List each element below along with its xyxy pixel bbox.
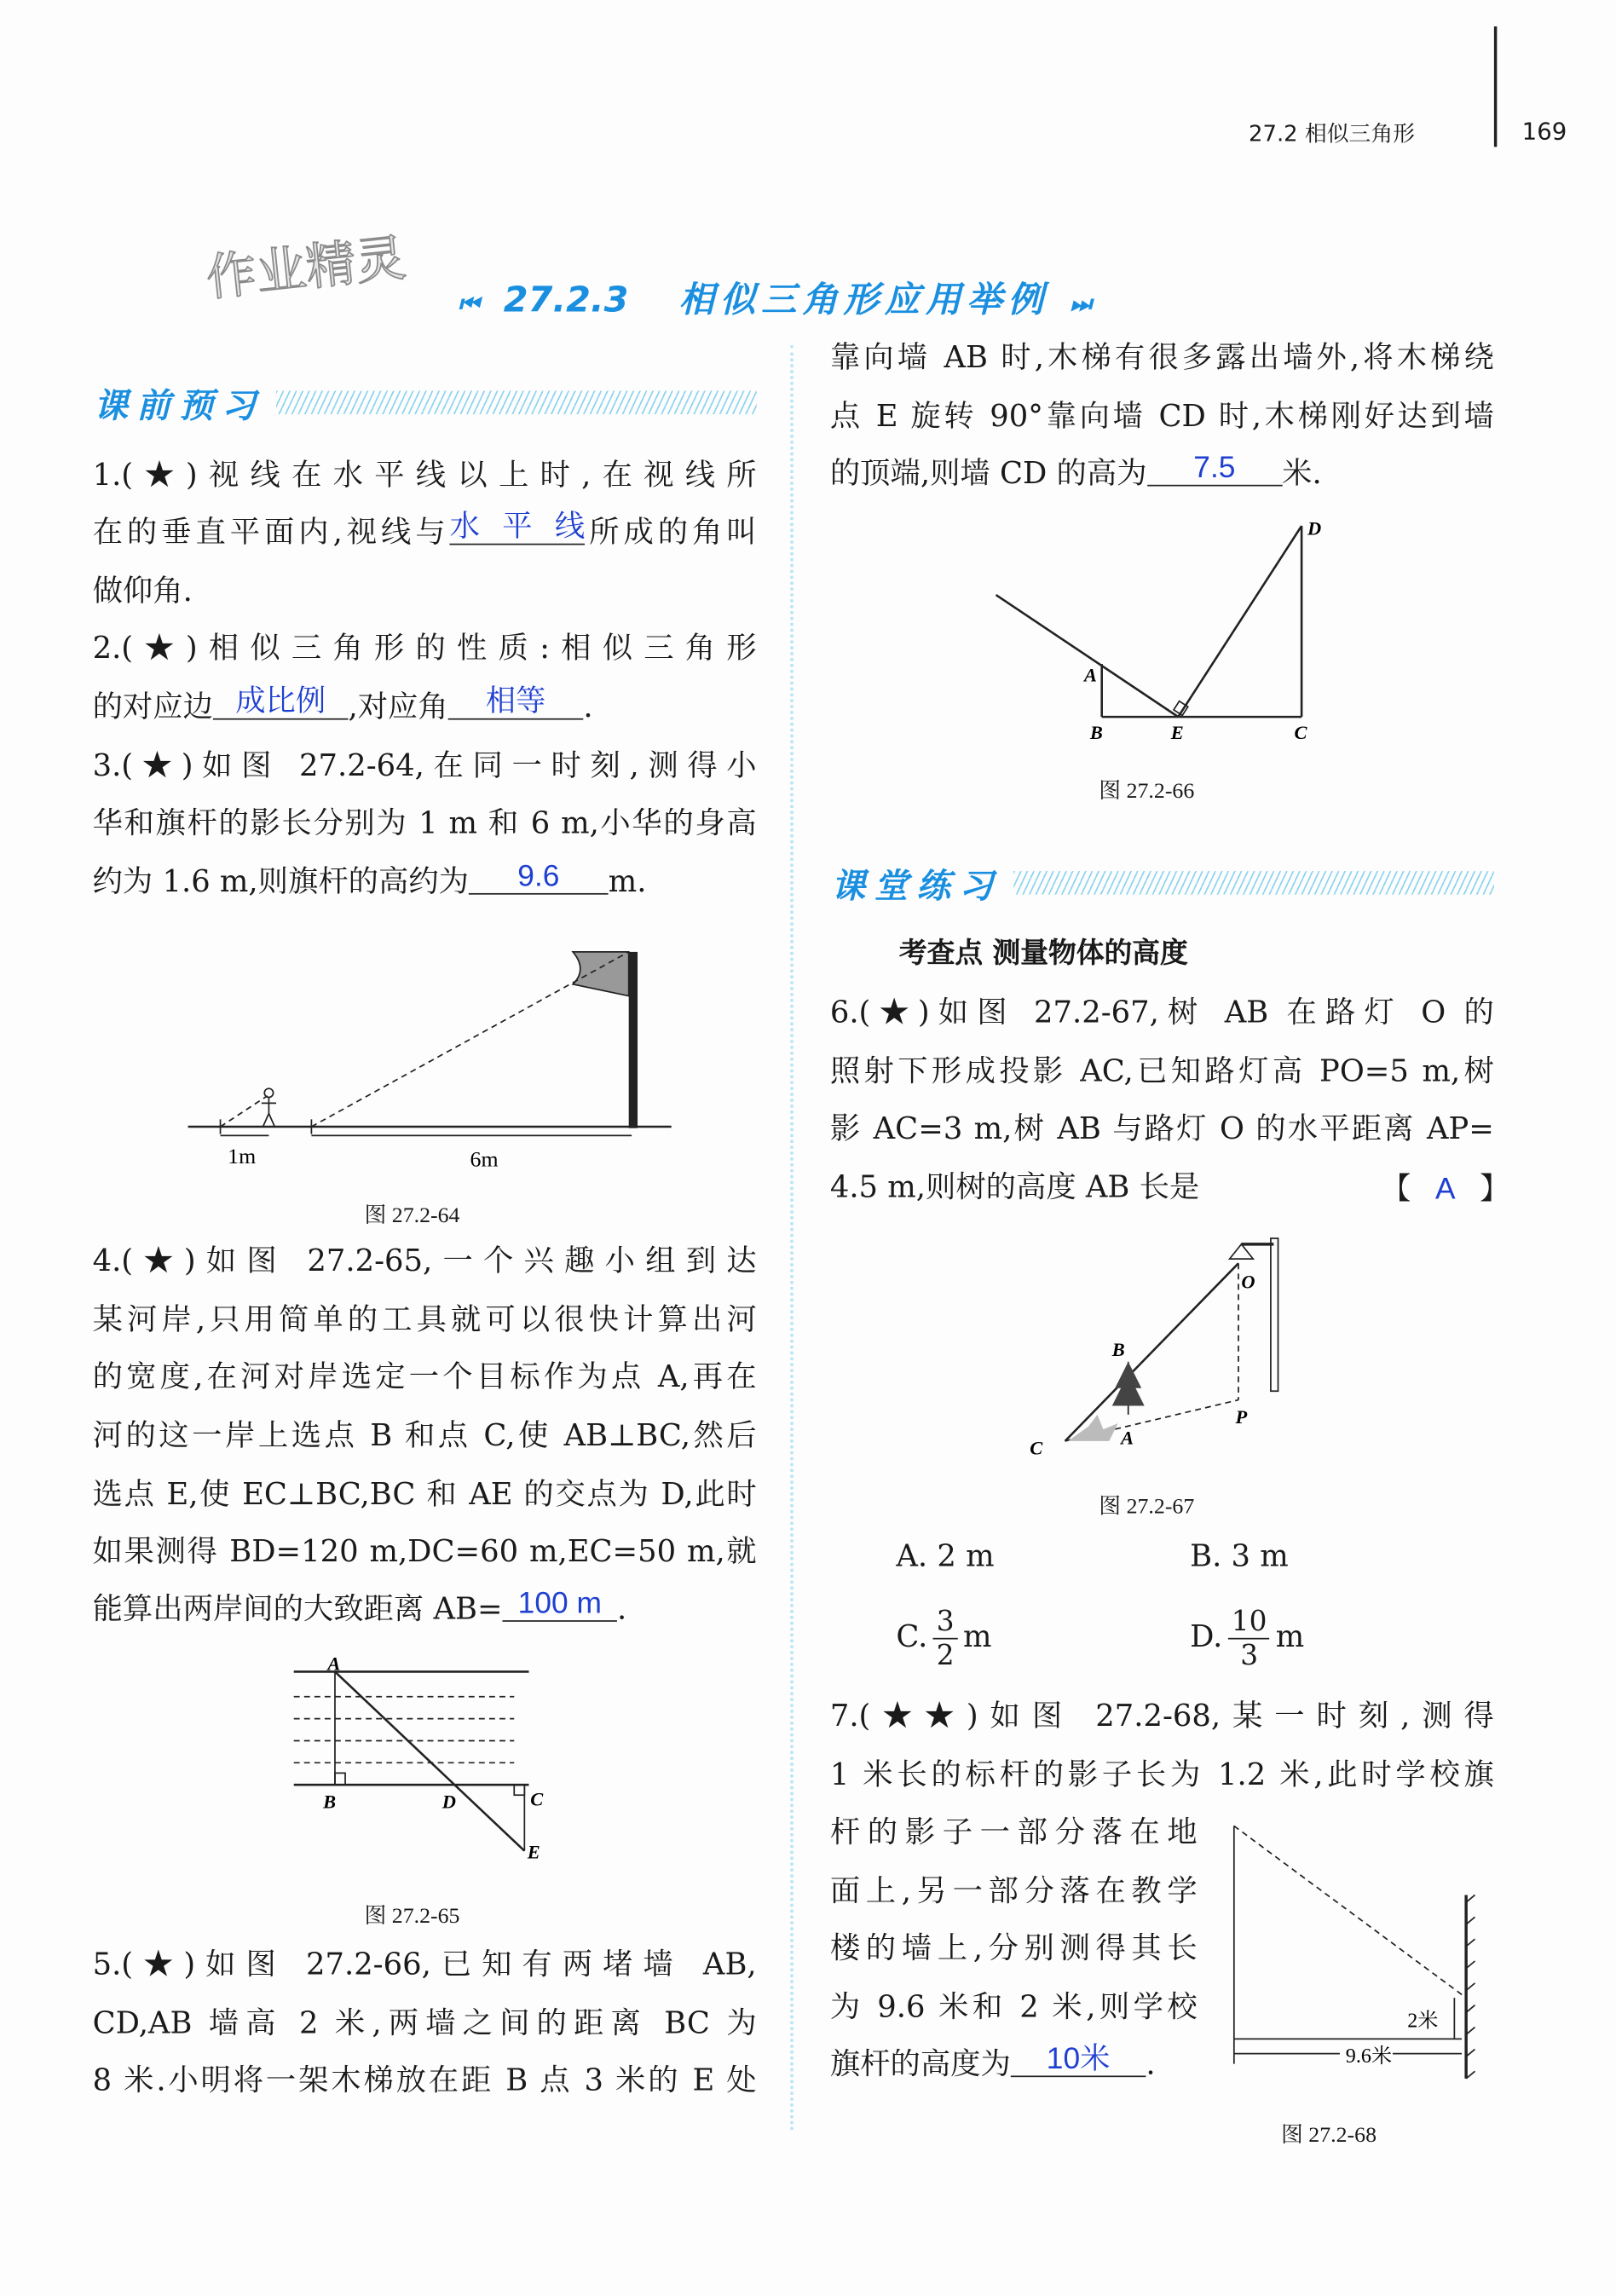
text-segment: 6.(★)如图 27.2-67,树 AB 在路灯 O 的 — [829, 994, 1494, 1030]
text-line — [93, 747, 757, 785]
text-segment: 约为 1.6 m,则旗杆的高约为 — [92, 863, 469, 899]
text-line — [93, 2061, 757, 2099]
figure-caption: 图 27.2-64 — [364, 1204, 460, 1228]
label-E: E — [1170, 721, 1184, 743]
numerator: 10 — [1228, 1606, 1270, 1640]
text-segment: 如果测得 BD=120 m,DC=60 m,EC=50 m,就 — [92, 1533, 757, 1569]
bracket-close: 】 — [1480, 1170, 1510, 1207]
label-C: C — [1294, 721, 1307, 743]
title-text: 相似三角形应用举例 — [678, 279, 1049, 320]
text-line — [93, 804, 757, 842]
text-segment: 为 9.6 米和 2 米,则学校 — [829, 1988, 1198, 2025]
column-divider — [790, 345, 793, 2130]
text-segment: 照射下形成投影 AC,已知路灯高 PO=5 m,树 — [829, 1053, 1494, 1089]
forward-icon: ⏭ — [1070, 289, 1092, 318]
label-C: C — [1030, 1437, 1043, 1459]
label-B: B — [323, 1791, 337, 1813]
watermark: 作业精灵 — [203, 228, 409, 309]
fraction — [933, 1606, 957, 1672]
text-segment: ,对应角 — [348, 689, 448, 724]
text-segment: 3.(★)如图 27.2-64,在同一时刻,测得小 — [92, 747, 757, 783]
text-segment: . — [1146, 2045, 1156, 2082]
text-segment: 某河岸,只用简单的工具就可以很快计算出河 — [92, 1301, 757, 1337]
label-B: B — [1089, 721, 1103, 743]
text-line — [93, 2004, 757, 2042]
figure-27-2-67 — [1021, 1226, 1315, 1468]
q6-answer-bracket — [1381, 1169, 1509, 1209]
text-segment: 旗杆的高度为 — [829, 2045, 1011, 2082]
text-line — [830, 1697, 1494, 1735]
text-segment: 的对应边 — [92, 689, 213, 724]
text-segment: m. — [608, 863, 647, 899]
option-c-label: C. — [896, 1618, 928, 1654]
option-c — [896, 1598, 991, 1675]
denominator: 2 — [936, 1639, 955, 1672]
text-segment: 靠向墙 AB 时,木梯有很多露出墙外,将木梯绕 — [829, 339, 1494, 375]
label-D: D — [442, 1791, 456, 1813]
figure-27-2-66 — [984, 514, 1337, 756]
option-d-label: D. — [1190, 1618, 1223, 1654]
header-divider — [1494, 26, 1497, 147]
q6-answer: A — [1435, 1172, 1456, 1207]
text-segment: CD,AB 墙高 2 米,两墙之间的距离 BC 为 — [92, 2005, 757, 2041]
answer-blank: 相等 — [448, 686, 584, 720]
numerator: 3 — [933, 1606, 957, 1640]
answer-blank: 10米 — [1011, 2044, 1146, 2078]
text-segment: 米. — [1282, 455, 1322, 491]
answer-blank: 水平线 — [449, 510, 586, 544]
text-segment: 楼的墙上,分别测得其长 — [829, 1930, 1198, 1966]
answer-blank: 成比例 — [213, 686, 349, 720]
header-section: 27.2 相似三角形 — [1249, 120, 1416, 147]
fraction — [1228, 1606, 1270, 1672]
text-line — [830, 1052, 1494, 1090]
label-P: P — [1235, 1406, 1248, 1428]
figure-27-2-64 — [176, 940, 684, 1182]
label-width: 9.6米 — [1345, 2044, 1393, 2068]
text-line — [830, 1987, 1198, 2026]
title-number: 27.2.3 — [503, 279, 629, 320]
page-number: 169 — [1521, 117, 1567, 146]
text-line — [93, 455, 757, 493]
option-a: A. 2 m — [896, 1537, 995, 1573]
label-B: B — [1111, 1338, 1125, 1360]
figure-27-2-65 — [286, 1653, 551, 1873]
text-segment: 5.(★)如图 27.2-66,已知有两堵墙 AB, — [92, 1946, 757, 1982]
text-segment: . — [617, 1590, 627, 1627]
text-segment: 的宽度,在河对岸选定一个目标作为点 A,再在 — [92, 1359, 757, 1394]
text-segment: 华和旗杆的影长分别为 1 m 和 6 m,小华的身高 — [92, 805, 757, 840]
answer-blank: 7.5 — [1147, 453, 1283, 487]
text-line — [92, 510, 757, 551]
text-line — [93, 1945, 757, 1983]
label-D: D — [1307, 517, 1322, 539]
figure-27-2-68 — [1220, 1814, 1492, 2086]
rewind-icon: ⏮ — [458, 289, 480, 318]
text-segment: 能算出两岸间的大致距离 AB= — [92, 1590, 503, 1627]
text-line — [93, 1532, 757, 1571]
text-line — [93, 1241, 757, 1279]
text-segment: 选点 E,使 EC⊥BC,BC 和 AE 的交点为 D,此时 — [92, 1476, 757, 1512]
text-segment: 2.(★)相似三角形的性质:相似三角形 — [92, 630, 757, 666]
text-segment: 1 米长的标杆的影子长为 1.2 米,此时学校旗 — [829, 1757, 1494, 1792]
text-line — [92, 1586, 757, 1628]
option-d — [1190, 1598, 1304, 1675]
denominator: 3 — [1240, 1639, 1259, 1672]
section-title — [459, 270, 1092, 321]
text-segment: 做仰角. — [92, 573, 193, 609]
practice-heading: 课堂练习 — [831, 868, 1002, 907]
option-b: B. 3 m — [1190, 1537, 1289, 1573]
label-1m: 1m — [228, 1144, 257, 1169]
label-height: 2米 — [1407, 2009, 1439, 2033]
text-line — [93, 1358, 757, 1396]
label-O: O — [1241, 1271, 1255, 1293]
text-line — [93, 629, 757, 667]
figure-caption: 图 27.2-66 — [1099, 780, 1195, 804]
heading-hatch — [276, 390, 757, 414]
text-line — [92, 684, 757, 726]
text-segment: 8 米.小明将一架木梯放在距 B 点 3 米的 E 处 — [92, 2062, 757, 2098]
label-A: A — [327, 1653, 341, 1675]
text-line — [93, 1416, 757, 1455]
text-segment: 影 AC=3 m,树 AB 与路灯 O 的水平距离 AP= — [829, 1111, 1494, 1146]
text-line — [92, 859, 757, 901]
text-segment: 4.(★)如图 27.2-65,一个兴趣小组到达 — [92, 1243, 757, 1278]
unit: m — [1275, 1618, 1305, 1654]
text-segment: 4.5 m,则树的高度 AB 长是 — [829, 1168, 1200, 1205]
text-segment: . — [583, 689, 593, 724]
text-segment: 河的这一岸上选点 B 和点 C,使 AB⊥BC,然后 — [92, 1417, 757, 1453]
unit: m — [962, 1618, 992, 1654]
text-line — [830, 1929, 1198, 1967]
text-segment: 面上,另一部分落在教学 — [829, 1872, 1198, 1908]
running-header — [1249, 118, 1415, 148]
label-C: C — [530, 1788, 544, 1810]
text-line — [830, 993, 1494, 1031]
answer-blank: 9.6 — [469, 861, 609, 895]
label-6m: 6m — [470, 1146, 499, 1172]
answer-blank: 100 m — [503, 1588, 617, 1622]
text-line — [830, 1813, 1198, 1851]
preview-heading: 课前预习 — [94, 388, 265, 426]
text-segment: 7.(★★)如图 27.2-68,某一时刻,测得 — [829, 1698, 1494, 1734]
text-segment: 所成的角叫 — [585, 514, 757, 550]
label-A: A — [1084, 664, 1097, 686]
text-line — [93, 1474, 757, 1513]
figure-caption: 图 27.2-65 — [364, 1905, 460, 1930]
text-line — [830, 337, 1494, 376]
checkpoint-label: 考查点 测量物体的高度 — [898, 937, 1188, 970]
text-line — [830, 1872, 1198, 1910]
text-line — [829, 451, 1494, 493]
text-segment: 在的垂直平面内,视线与 — [92, 514, 450, 550]
label-E: E — [527, 1841, 540, 1863]
heading-hatch — [1013, 871, 1494, 895]
text-segment: 杆的影子一部分落在地 — [829, 1814, 1198, 1850]
figure-caption: 图 27.2-68 — [1280, 2124, 1377, 2148]
text-segment: 点 E 旋转 90°靠向墙 CD 时,木梯刚好达到墙 — [829, 398, 1494, 434]
text-segment: 的顶端,则墙 CD 的高为 — [829, 455, 1147, 491]
figure-caption: 图 27.2-67 — [1099, 1495, 1195, 1520]
text-line — [93, 571, 757, 609]
text-line — [830, 1756, 1494, 1794]
label-A: A — [1121, 1427, 1134, 1449]
text-line — [830, 1109, 1494, 1147]
text-line — [93, 1300, 757, 1338]
text-segment: 1.(★)视线在水平线以上时,在视线所 — [92, 457, 757, 493]
bracket-open: 【 — [1381, 1170, 1411, 1207]
text-line — [830, 396, 1494, 435]
